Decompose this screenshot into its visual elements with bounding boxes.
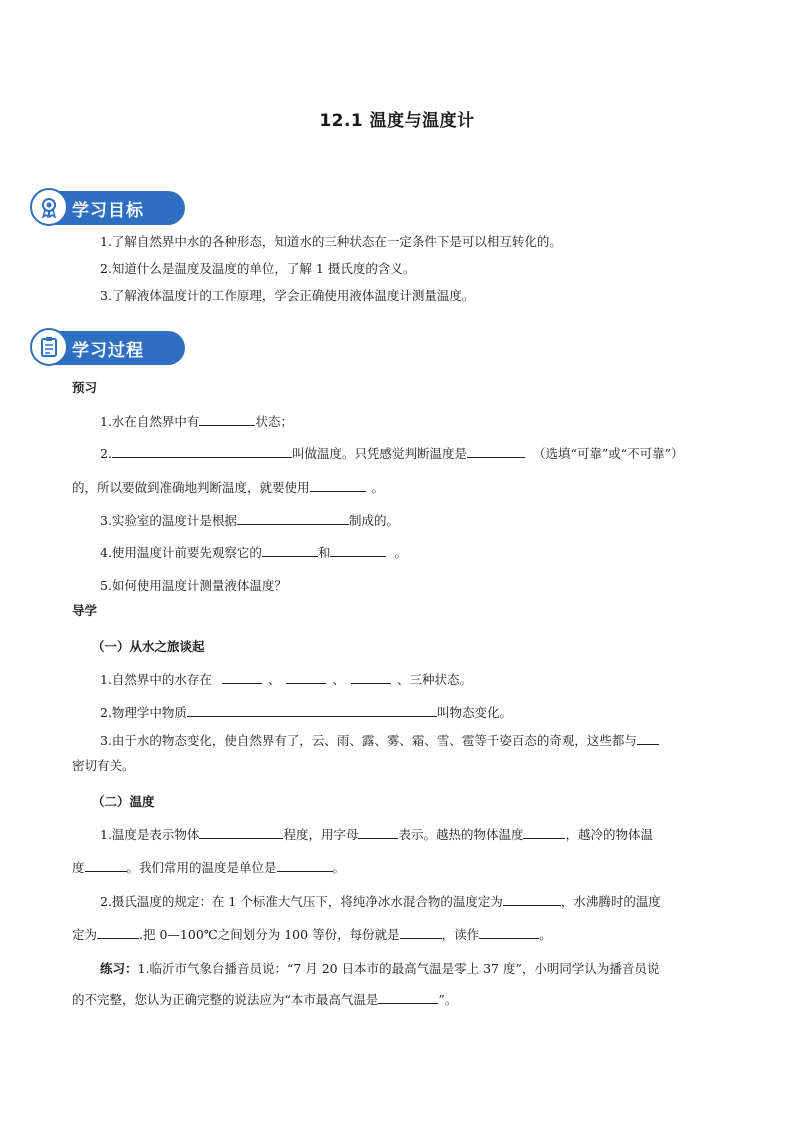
guide-sub2: （二）温度 — [92, 794, 155, 809]
answer-blank[interactable] — [330, 544, 386, 557]
objective-3: 3.了解液体温度计的工作原理，学会正确使用液体温度计测量温度。 — [100, 288, 475, 303]
process-banner — [30, 328, 185, 368]
guide-s2q1-cont: 度 。我们常用的温度是单位是 。 — [72, 860, 346, 875]
answer-blank[interactable] — [112, 445, 292, 458]
preview-q2: 2. 叫做温度。只凭感觉判断温度是 （选填“可靠”或“不可靠”） — [100, 446, 684, 461]
preview-q5: 5.如何使用温度计测量液体温度？ — [100, 578, 287, 593]
guide-s1q3-cont: 密切有关。 — [72, 758, 135, 773]
guide-practice: 练习：1.临沂市气象台播音员说：“7 月 20 日本市的最高气温是零上 37 度”，小明同学认为播音员说 — [100, 961, 660, 976]
guide-sub1: （一）从水之旅谈起 — [92, 639, 205, 654]
preview-q4: 4.使用温度计前要先观察它的 和 。 — [100, 545, 407, 560]
answer-blank[interactable] — [523, 826, 565, 839]
answer-blank[interactable] — [187, 704, 437, 717]
answer-blank[interactable] — [400, 926, 442, 939]
answer-blank[interactable] — [479, 926, 539, 939]
guide-s2q2-cont: 定为 .把 0—100℃之间划分为 100 等份，每份就是 ，读作 。 — [72, 927, 552, 942]
answer-blank[interactable] — [467, 445, 525, 458]
guide-s2q1: 1.温度是表示物体 程度，用字母 表示。越热的物体温度 ，越冷的物体温 — [100, 827, 653, 842]
answer-blank[interactable] — [277, 859, 333, 872]
answer-blank[interactable] — [199, 413, 255, 426]
answer-blank[interactable] — [97, 926, 139, 939]
answer-blank[interactable] — [286, 671, 326, 684]
clipboard-icon — [30, 328, 68, 366]
guide-heading: 导学 — [72, 603, 98, 618]
process-label: 学习过程 — [72, 341, 144, 361]
guide-s1q1: 1.自然界中的水存在 、 、 、三种状态。 — [100, 672, 472, 687]
answer-blank[interactable] — [199, 826, 283, 839]
answer-blank[interactable] — [310, 479, 366, 492]
answer-blank[interactable] — [503, 893, 561, 906]
answer-blank[interactable] — [378, 991, 438, 1004]
answer-blank[interactable] — [237, 512, 349, 525]
guide-s1q2: 2.物理学中物质 叫物态变化。 — [100, 705, 512, 720]
practice-label: 练习： — [100, 961, 138, 976]
answer-blank[interactable] — [85, 859, 127, 872]
answer-blank[interactable] — [351, 671, 391, 684]
page-title: 12.1 温度与温度计 — [319, 111, 475, 131]
guide-practice-cont: 的不完整，您认为正确完整的说法应为“本市最高气温是 ”。 — [72, 992, 458, 1007]
preview-q2-cont: 的，所以要做到准确地判断温度，就要使用 。 — [72, 480, 385, 495]
guide-s1q3: 3.由于水的物态变化，使自然界有了，云、雨、露、雾、霜、雪、雹等千姿百态的奇观，这些都与 — [100, 731, 659, 749]
answer-blank[interactable] — [262, 544, 318, 557]
objective-1: 1.了解自然界中水的各种形态，知道水的三种状态在一定条件下是可以相互转化的。 — [100, 234, 562, 249]
answer-blank[interactable] — [222, 671, 262, 684]
answer-blank[interactable] — [358, 826, 398, 839]
guide-s2q2: 2.摄氏温度的规定：在 1 个标准大气压下，将纯净冰水混合物的温度定为 ，水沸腾时的温度 — [100, 894, 661, 909]
award-icon — [30, 188, 68, 226]
preview-q1: 1.水在自然界中有 状态； — [100, 414, 293, 429]
objectives-label: 学习目标 — [72, 201, 144, 221]
preview-q3: 3.实验室的温度计是根据 制成的。 — [100, 513, 399, 528]
objectives-banner — [30, 188, 185, 228]
preview-heading: 预习 — [72, 380, 98, 395]
objective-2: 2.知道什么是温度及温度的单位，了解 1 摄氏度的含义。 — [100, 261, 416, 276]
answer-blank[interactable] — [637, 732, 659, 745]
